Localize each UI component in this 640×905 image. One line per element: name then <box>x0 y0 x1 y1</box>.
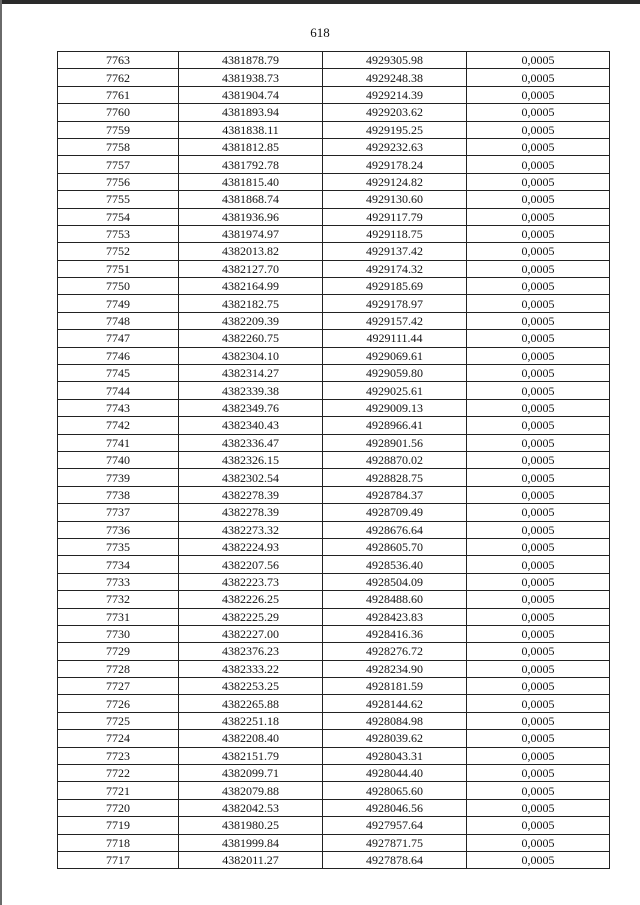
table-row <box>58 138 610 155</box>
y-coordinate-cell: 4928423.83 <box>323 608 467 625</box>
y-coordinate-cell: 4929117.79 <box>323 208 467 225</box>
x-coordinate-cell: 4382042.53 <box>179 799 323 816</box>
accuracy-cell: 0,0005 <box>467 817 610 834</box>
table-row <box>58 434 610 451</box>
accuracy-cell: 0,0005 <box>467 486 610 503</box>
point-number-cell: 7762 <box>58 69 179 86</box>
x-coordinate-cell: 4381792.78 <box>179 156 323 173</box>
x-coordinate-cell: 4382182.75 <box>179 295 323 312</box>
x-coordinate-cell: 4381980.25 <box>179 817 323 834</box>
accuracy-cell: 0,0005 <box>467 834 610 851</box>
table-row <box>58 643 610 660</box>
accuracy-cell: 0,0005 <box>467 434 610 451</box>
y-coordinate-cell: 4928784.37 <box>323 486 467 503</box>
table-row <box>58 312 610 329</box>
point-number-cell: 7760 <box>58 104 179 121</box>
point-number-cell: 7719 <box>58 817 179 834</box>
x-coordinate-cell: 4381904.74 <box>179 86 323 103</box>
x-coordinate-cell: 4382349.76 <box>179 399 323 416</box>
point-number-cell: 7752 <box>58 243 179 260</box>
accuracy-cell: 0,0005 <box>467 382 610 399</box>
table-row <box>58 208 610 225</box>
point-number-cell: 7759 <box>58 121 179 138</box>
accuracy-cell: 0,0005 <box>467 712 610 729</box>
point-number-cell: 7736 <box>58 521 179 538</box>
table-row <box>58 469 610 486</box>
table-row <box>58 799 610 816</box>
accuracy-cell: 0,0005 <box>467 347 610 364</box>
point-number-cell: 7754 <box>58 208 179 225</box>
x-coordinate-cell: 4382151.79 <box>179 747 323 764</box>
point-number-cell: 7743 <box>58 399 179 416</box>
accuracy-cell: 0,0005 <box>467 278 610 295</box>
table-row <box>58 243 610 260</box>
x-coordinate-cell: 4381868.74 <box>179 191 323 208</box>
y-coordinate-cell: 4928039.62 <box>323 730 467 747</box>
scan-top-edge <box>0 0 640 4</box>
y-coordinate-cell: 4928488.60 <box>323 591 467 608</box>
x-coordinate-cell: 4382326.15 <box>179 451 323 468</box>
table-row <box>58 851 610 868</box>
accuracy-cell: 0,0005 <box>467 591 610 608</box>
x-coordinate-cell: 4381999.84 <box>179 834 323 851</box>
x-coordinate-cell: 4382265.88 <box>179 695 323 712</box>
table-row <box>58 625 610 642</box>
y-coordinate-cell: 4929009.13 <box>323 399 467 416</box>
y-coordinate-cell: 4927878.64 <box>323 851 467 868</box>
table-row <box>58 69 610 86</box>
accuracy-cell: 0,0005 <box>467 191 610 208</box>
table-row <box>58 104 610 121</box>
x-coordinate-cell: 4382099.71 <box>179 765 323 782</box>
accuracy-cell: 0,0005 <box>467 678 610 695</box>
table-row <box>58 660 610 677</box>
point-number-cell: 7723 <box>58 747 179 764</box>
accuracy-cell: 0,0005 <box>467 625 610 642</box>
accuracy-cell: 0,0005 <box>467 173 610 190</box>
y-coordinate-cell: 4928144.62 <box>323 695 467 712</box>
x-coordinate-cell: 4382224.93 <box>179 538 323 555</box>
y-coordinate-cell: 4929232.63 <box>323 138 467 155</box>
y-coordinate-cell: 4928044.40 <box>323 765 467 782</box>
point-number-cell: 7756 <box>58 173 179 190</box>
point-number-cell: 7763 <box>58 52 179 69</box>
y-coordinate-cell: 4928536.40 <box>323 556 467 573</box>
table-row <box>58 556 610 573</box>
coordinates-table-body <box>58 52 610 869</box>
accuracy-cell: 0,0005 <box>467 504 610 521</box>
y-coordinate-cell: 4929203.62 <box>323 104 467 121</box>
y-coordinate-cell: 4929069.61 <box>323 347 467 364</box>
point-number-cell: 7746 <box>58 347 179 364</box>
y-coordinate-cell: 4929178.24 <box>323 156 467 173</box>
coordinates-table <box>57 51 610 869</box>
x-coordinate-cell: 4382340.43 <box>179 417 323 434</box>
point-number-cell: 7717 <box>58 851 179 868</box>
point-number-cell: 7741 <box>58 434 179 451</box>
table-row <box>58 712 610 729</box>
y-coordinate-cell: 4928828.75 <box>323 469 467 486</box>
x-coordinate-cell: 4382251.18 <box>179 712 323 729</box>
accuracy-cell: 0,0005 <box>467 69 610 86</box>
accuracy-cell: 0,0005 <box>467 765 610 782</box>
table-row <box>58 486 610 503</box>
y-coordinate-cell: 4929248.38 <box>323 69 467 86</box>
x-coordinate-cell: 4382226.25 <box>179 591 323 608</box>
y-coordinate-cell: 4929305.98 <box>323 52 467 69</box>
table-row <box>58 173 610 190</box>
table-row <box>58 417 610 434</box>
table-row <box>58 678 610 695</box>
y-coordinate-cell: 4929137.42 <box>323 243 467 260</box>
y-coordinate-cell: 4928043.31 <box>323 747 467 764</box>
y-coordinate-cell: 4928966.41 <box>323 417 467 434</box>
x-coordinate-cell: 4382304.10 <box>179 347 323 364</box>
table-row <box>58 225 610 242</box>
y-coordinate-cell: 4928416.36 <box>323 625 467 642</box>
table-row <box>58 730 610 747</box>
y-coordinate-cell: 4928901.56 <box>323 434 467 451</box>
table-row <box>58 765 610 782</box>
point-number-cell: 7718 <box>58 834 179 851</box>
accuracy-cell: 0,0005 <box>467 747 610 764</box>
accuracy-cell: 0,0005 <box>467 365 610 382</box>
accuracy-cell: 0,0005 <box>467 782 610 799</box>
point-number-cell: 7734 <box>58 556 179 573</box>
point-number-cell: 7742 <box>58 417 179 434</box>
table-row <box>58 86 610 103</box>
table-row <box>58 365 610 382</box>
accuracy-cell: 0,0005 <box>467 695 610 712</box>
x-coordinate-cell: 4382225.29 <box>179 608 323 625</box>
table-row <box>58 191 610 208</box>
x-coordinate-cell: 4382127.70 <box>179 260 323 277</box>
point-number-cell: 7733 <box>58 573 179 590</box>
point-number-cell: 7730 <box>58 625 179 642</box>
x-coordinate-cell: 4382253.25 <box>179 678 323 695</box>
x-coordinate-cell: 4381878.79 <box>179 52 323 69</box>
point-number-cell: 7738 <box>58 486 179 503</box>
point-number-cell: 7740 <box>58 451 179 468</box>
accuracy-cell: 0,0005 <box>467 225 610 242</box>
accuracy-cell: 0,0005 <box>467 399 610 416</box>
x-coordinate-cell: 4382260.75 <box>179 330 323 347</box>
point-number-cell: 7739 <box>58 469 179 486</box>
y-coordinate-cell: 4929118.75 <box>323 225 467 242</box>
point-number-cell: 7729 <box>58 643 179 660</box>
point-number-cell: 7751 <box>58 260 179 277</box>
table-row <box>58 747 610 764</box>
y-coordinate-cell: 4928084.98 <box>323 712 467 729</box>
x-coordinate-cell: 4382333.22 <box>179 660 323 677</box>
y-coordinate-cell: 4929059.80 <box>323 365 467 382</box>
x-coordinate-cell: 4382278.39 <box>179 486 323 503</box>
accuracy-cell: 0,0005 <box>467 556 610 573</box>
accuracy-cell: 0,0005 <box>467 469 610 486</box>
point-number-cell: 7727 <box>58 678 179 695</box>
scan-left-edge <box>0 0 2 905</box>
table-row <box>58 834 610 851</box>
x-coordinate-cell: 4382209.39 <box>179 312 323 329</box>
table-row <box>58 399 610 416</box>
x-coordinate-cell: 4382013.82 <box>179 243 323 260</box>
y-coordinate-cell: 4929124.82 <box>323 173 467 190</box>
x-coordinate-cell: 4381815.40 <box>179 173 323 190</box>
table-row <box>58 156 610 173</box>
table-row <box>58 52 610 69</box>
y-coordinate-cell: 4928676.64 <box>323 521 467 538</box>
accuracy-cell: 0,0005 <box>467 730 610 747</box>
point-number-cell: 7722 <box>58 765 179 782</box>
accuracy-cell: 0,0005 <box>467 608 610 625</box>
y-coordinate-cell: 4929195.25 <box>323 121 467 138</box>
x-coordinate-cell: 4381974.97 <box>179 225 323 242</box>
y-coordinate-cell: 4927957.64 <box>323 817 467 834</box>
point-number-cell: 7726 <box>58 695 179 712</box>
point-number-cell: 7725 <box>58 712 179 729</box>
y-coordinate-cell: 4928046.56 <box>323 799 467 816</box>
table-row <box>58 573 610 590</box>
accuracy-cell: 0,0005 <box>467 521 610 538</box>
point-number-cell: 7761 <box>58 86 179 103</box>
accuracy-cell: 0,0005 <box>467 260 610 277</box>
y-coordinate-cell: 4928065.60 <box>323 782 467 799</box>
x-coordinate-cell: 4382079.88 <box>179 782 323 799</box>
point-number-cell: 7721 <box>58 782 179 799</box>
point-number-cell: 7748 <box>58 312 179 329</box>
table-row <box>58 347 610 364</box>
y-coordinate-cell: 4928276.72 <box>323 643 467 660</box>
table-row <box>58 695 610 712</box>
x-coordinate-cell: 4382164.99 <box>179 278 323 295</box>
y-coordinate-cell: 4928181.59 <box>323 678 467 695</box>
point-number-cell: 7744 <box>58 382 179 399</box>
table-row <box>58 330 610 347</box>
accuracy-cell: 0,0005 <box>467 52 610 69</box>
y-coordinate-cell: 4929157.42 <box>323 312 467 329</box>
y-coordinate-cell: 4928234.90 <box>323 660 467 677</box>
x-coordinate-cell: 4382227.00 <box>179 625 323 642</box>
accuracy-cell: 0,0005 <box>467 799 610 816</box>
x-coordinate-cell: 4382336.47 <box>179 434 323 451</box>
y-coordinate-cell: 4929111.44 <box>323 330 467 347</box>
x-coordinate-cell: 4382302.54 <box>179 469 323 486</box>
y-coordinate-cell: 4929185.69 <box>323 278 467 295</box>
accuracy-cell: 0,0005 <box>467 538 610 555</box>
point-number-cell: 7724 <box>58 730 179 747</box>
accuracy-cell: 0,0005 <box>467 330 610 347</box>
table-row <box>58 295 610 312</box>
x-coordinate-cell: 4382278.39 <box>179 504 323 521</box>
point-number-cell: 7728 <box>58 660 179 677</box>
y-coordinate-cell: 4928709.49 <box>323 504 467 521</box>
point-number-cell: 7732 <box>58 591 179 608</box>
x-coordinate-cell: 4382376.23 <box>179 643 323 660</box>
accuracy-cell: 0,0005 <box>467 138 610 155</box>
x-coordinate-cell: 4381812.85 <box>179 138 323 155</box>
accuracy-cell: 0,0005 <box>467 573 610 590</box>
accuracy-cell: 0,0005 <box>467 295 610 312</box>
accuracy-cell: 0,0005 <box>467 243 610 260</box>
x-coordinate-cell: 4381936.96 <box>179 208 323 225</box>
table-row <box>58 278 610 295</box>
point-number-cell: 7737 <box>58 504 179 521</box>
point-number-cell: 7758 <box>58 138 179 155</box>
point-number-cell: 7735 <box>58 538 179 555</box>
accuracy-cell: 0,0005 <box>467 643 610 660</box>
point-number-cell: 7755 <box>58 191 179 208</box>
y-coordinate-cell: 4928605.70 <box>323 538 467 555</box>
table-row <box>58 451 610 468</box>
table-row <box>58 260 610 277</box>
point-number-cell: 7757 <box>58 156 179 173</box>
x-coordinate-cell: 4382207.56 <box>179 556 323 573</box>
x-coordinate-cell: 4381893.94 <box>179 104 323 121</box>
table-row <box>58 538 610 555</box>
x-coordinate-cell: 4382208.40 <box>179 730 323 747</box>
table-row <box>58 521 610 538</box>
accuracy-cell: 0,0005 <box>467 312 610 329</box>
accuracy-cell: 0,0005 <box>467 417 610 434</box>
point-number-cell: 7753 <box>58 225 179 242</box>
accuracy-cell: 0,0005 <box>467 121 610 138</box>
accuracy-cell: 0,0005 <box>467 156 610 173</box>
point-number-cell: 7731 <box>58 608 179 625</box>
y-coordinate-cell: 4927871.75 <box>323 834 467 851</box>
point-number-cell: 7750 <box>58 278 179 295</box>
accuracy-cell: 0,0005 <box>467 851 610 868</box>
y-coordinate-cell: 4929025.61 <box>323 382 467 399</box>
page-number: 618 <box>310 25 330 40</box>
y-coordinate-cell: 4929178.97 <box>323 295 467 312</box>
table-row <box>58 608 610 625</box>
x-coordinate-cell: 4382011.27 <box>179 851 323 868</box>
x-coordinate-cell: 4382339.38 <box>179 382 323 399</box>
accuracy-cell: 0,0005 <box>467 451 610 468</box>
y-coordinate-cell: 4929130.60 <box>323 191 467 208</box>
point-number-cell: 7747 <box>58 330 179 347</box>
y-coordinate-cell: 4928504.09 <box>323 573 467 590</box>
x-coordinate-cell: 4381938.73 <box>179 69 323 86</box>
table-row <box>58 121 610 138</box>
y-coordinate-cell: 4928870.02 <box>323 451 467 468</box>
y-coordinate-cell: 4929174.32 <box>323 260 467 277</box>
x-coordinate-cell: 4381838.11 <box>179 121 323 138</box>
x-coordinate-cell: 4382273.32 <box>179 521 323 538</box>
table-row <box>58 382 610 399</box>
table-row <box>58 817 610 834</box>
point-number-cell: 7749 <box>58 295 179 312</box>
x-coordinate-cell: 4382314.27 <box>179 365 323 382</box>
accuracy-cell: 0,0005 <box>467 208 610 225</box>
point-number-cell: 7745 <box>58 365 179 382</box>
table-row <box>58 591 610 608</box>
accuracy-cell: 0,0005 <box>467 86 610 103</box>
table-row <box>58 782 610 799</box>
y-coordinate-cell: 4929214.39 <box>323 86 467 103</box>
accuracy-cell: 0,0005 <box>467 104 610 121</box>
table-row <box>58 504 610 521</box>
accuracy-cell: 0,0005 <box>467 660 610 677</box>
x-coordinate-cell: 4382223.73 <box>179 573 323 590</box>
point-number-cell: 7720 <box>58 799 179 816</box>
